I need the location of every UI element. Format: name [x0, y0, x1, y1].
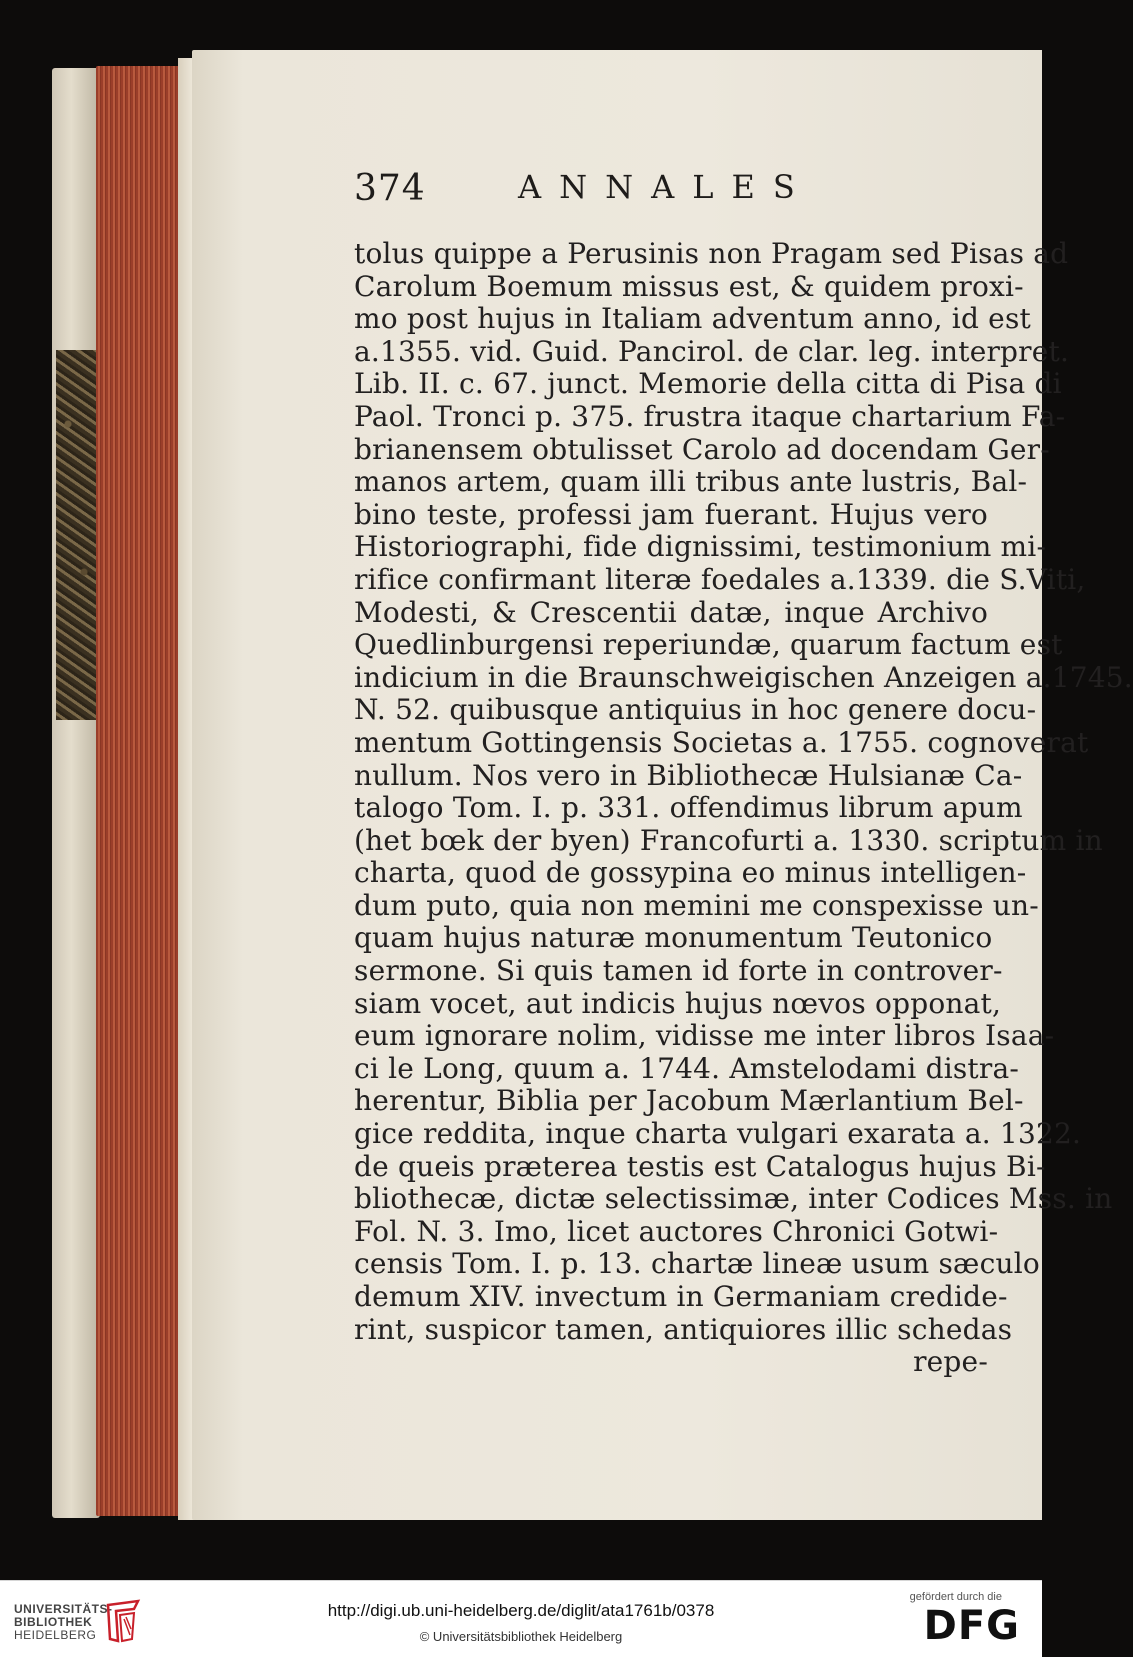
text-line: manos artem, quam illi tribus ante lustris, Bal-: [354, 465, 1028, 499]
dfg-caption: gefördert durch die: [909, 1591, 1002, 1603]
text-line: Quedlinburgensi reperiundæ, quarum factum est: [354, 628, 1063, 662]
marbled-cover: [56, 350, 96, 720]
text-line: charta, quod de gossypina eo minus intelligen-: [354, 856, 1027, 890]
running-head: ANNALES: [518, 168, 813, 206]
text-line: indicium in die Braunschweigischen Anzeigen a.1745.: [354, 660, 1133, 694]
text-line: Carolum Boemum missus est, & quidem proxi-: [354, 269, 1024, 303]
dfg-logo[interactable]: DFG: [923, 1603, 1020, 1649]
red-page-edges: [96, 66, 188, 1516]
book-cover-edge: [52, 68, 100, 1518]
page-number: 374: [354, 168, 426, 209]
text-line: demum XIV. invectum in Germaniam credide-: [354, 1280, 1008, 1313]
text-line: Modesti, & Crescentii datæ, inque Archivo: [354, 595, 988, 629]
library-name-line: HEIDELBERG: [14, 1628, 97, 1642]
text-line: mo post hujus in Italiam adventum anno, id est: [354, 302, 1031, 336]
viewer-footer: [0, 1580, 1042, 1657]
permalink-url[interactable]: http://digi.ub.uni-heidelberg.de/diglit/ata1761b/0378: [327, 1601, 715, 1620]
page-header: [354, 168, 814, 208]
text-line: mentum Gottingensis Societas a. 1755. cognoverat: [354, 725, 1089, 759]
catchword: repe-: [913, 1345, 988, 1379]
text-line: siam vocet, aut indicis hujus nœvos opponat,: [354, 986, 1002, 1020]
text-line: brianensem obtulisset Carolo ad docendam Ger-: [354, 432, 1050, 466]
text-line: Lib. II. c. 67. junct. Memorie della citta di Pisa di: [354, 367, 1062, 401]
text-line: bliothecæ, dictæ selectissimæ, inter Codices Mss. in: [354, 1182, 1113, 1216]
text-line: eum ignorare nolim, vidisse me inter libros Isaa-: [354, 1019, 1055, 1053]
text-line: (het bœk der byen) Francofurti a. 1330. scriptum in: [354, 823, 1103, 857]
text-line: a.1355. vid. Guid. Pancirol. de clar. leg. interpret.: [354, 334, 1070, 368]
text-line: rint, suspicor tamen, antiquiores illic schedas: [354, 1312, 1013, 1346]
library-name-line: UNIVERSITÄTS-: [14, 1602, 113, 1616]
body-text: [354, 237, 1133, 1379]
text-line: gice reddita, inque charta vulgari exarata a. 1322.: [354, 1117, 1082, 1151]
text-line: talogo Tom. I. p. 331. offendimus librum apum: [354, 791, 1023, 825]
text-line: nullum. Nos vero in Bibliothecæ Hulsianæ Ca-: [354, 758, 1023, 792]
text-line: tolus quippe a Perusinis non Pragam sed Pisas ad: [354, 237, 1069, 270]
text-line: rifice confirmant literæ foedales a.1339. die S.Viti,: [354, 562, 1086, 596]
copyright-text: © Universitätsbibliothek Heidelberg: [419, 1629, 623, 1644]
text-line: sermone. Si quis tamen id forte in controver-: [354, 954, 1003, 988]
text-line: censis Tom. I. p. 13. chartæ lineæ usum sæculo: [354, 1247, 1040, 1281]
text-line: dum puto, quia non memini me conspexisse un-: [354, 888, 1039, 922]
library-name-line: BIBLIOTHEK: [14, 1615, 93, 1629]
text-line: N. 52. quibusque antiquius in hoc genere docu-: [354, 693, 1037, 727]
text-line: Historiographi, fide dignissimi, testimonium mi-: [354, 530, 1047, 564]
text-line: ci le Long, quum a. 1744. Amstelodami distra-: [354, 1051, 1020, 1085]
text-line: Paol. Tronci p. 375. frustra itaque chartarium Fa-: [354, 399, 1066, 433]
text-line: bino teste, professi jam fuerant. Hujus vero: [354, 497, 988, 531]
text-line: herentur, Biblia per Jacobum Mærlantium Bel-: [354, 1084, 1024, 1118]
text-line: quam hujus naturæ monumentum Teutonico: [354, 921, 993, 955]
text-line: Fol. N. 3. Imo, licet auctores Chronici Gotwi-: [354, 1214, 999, 1248]
text-line: de queis præterea testis est Catalogus hujus Bi-: [354, 1149, 1046, 1183]
